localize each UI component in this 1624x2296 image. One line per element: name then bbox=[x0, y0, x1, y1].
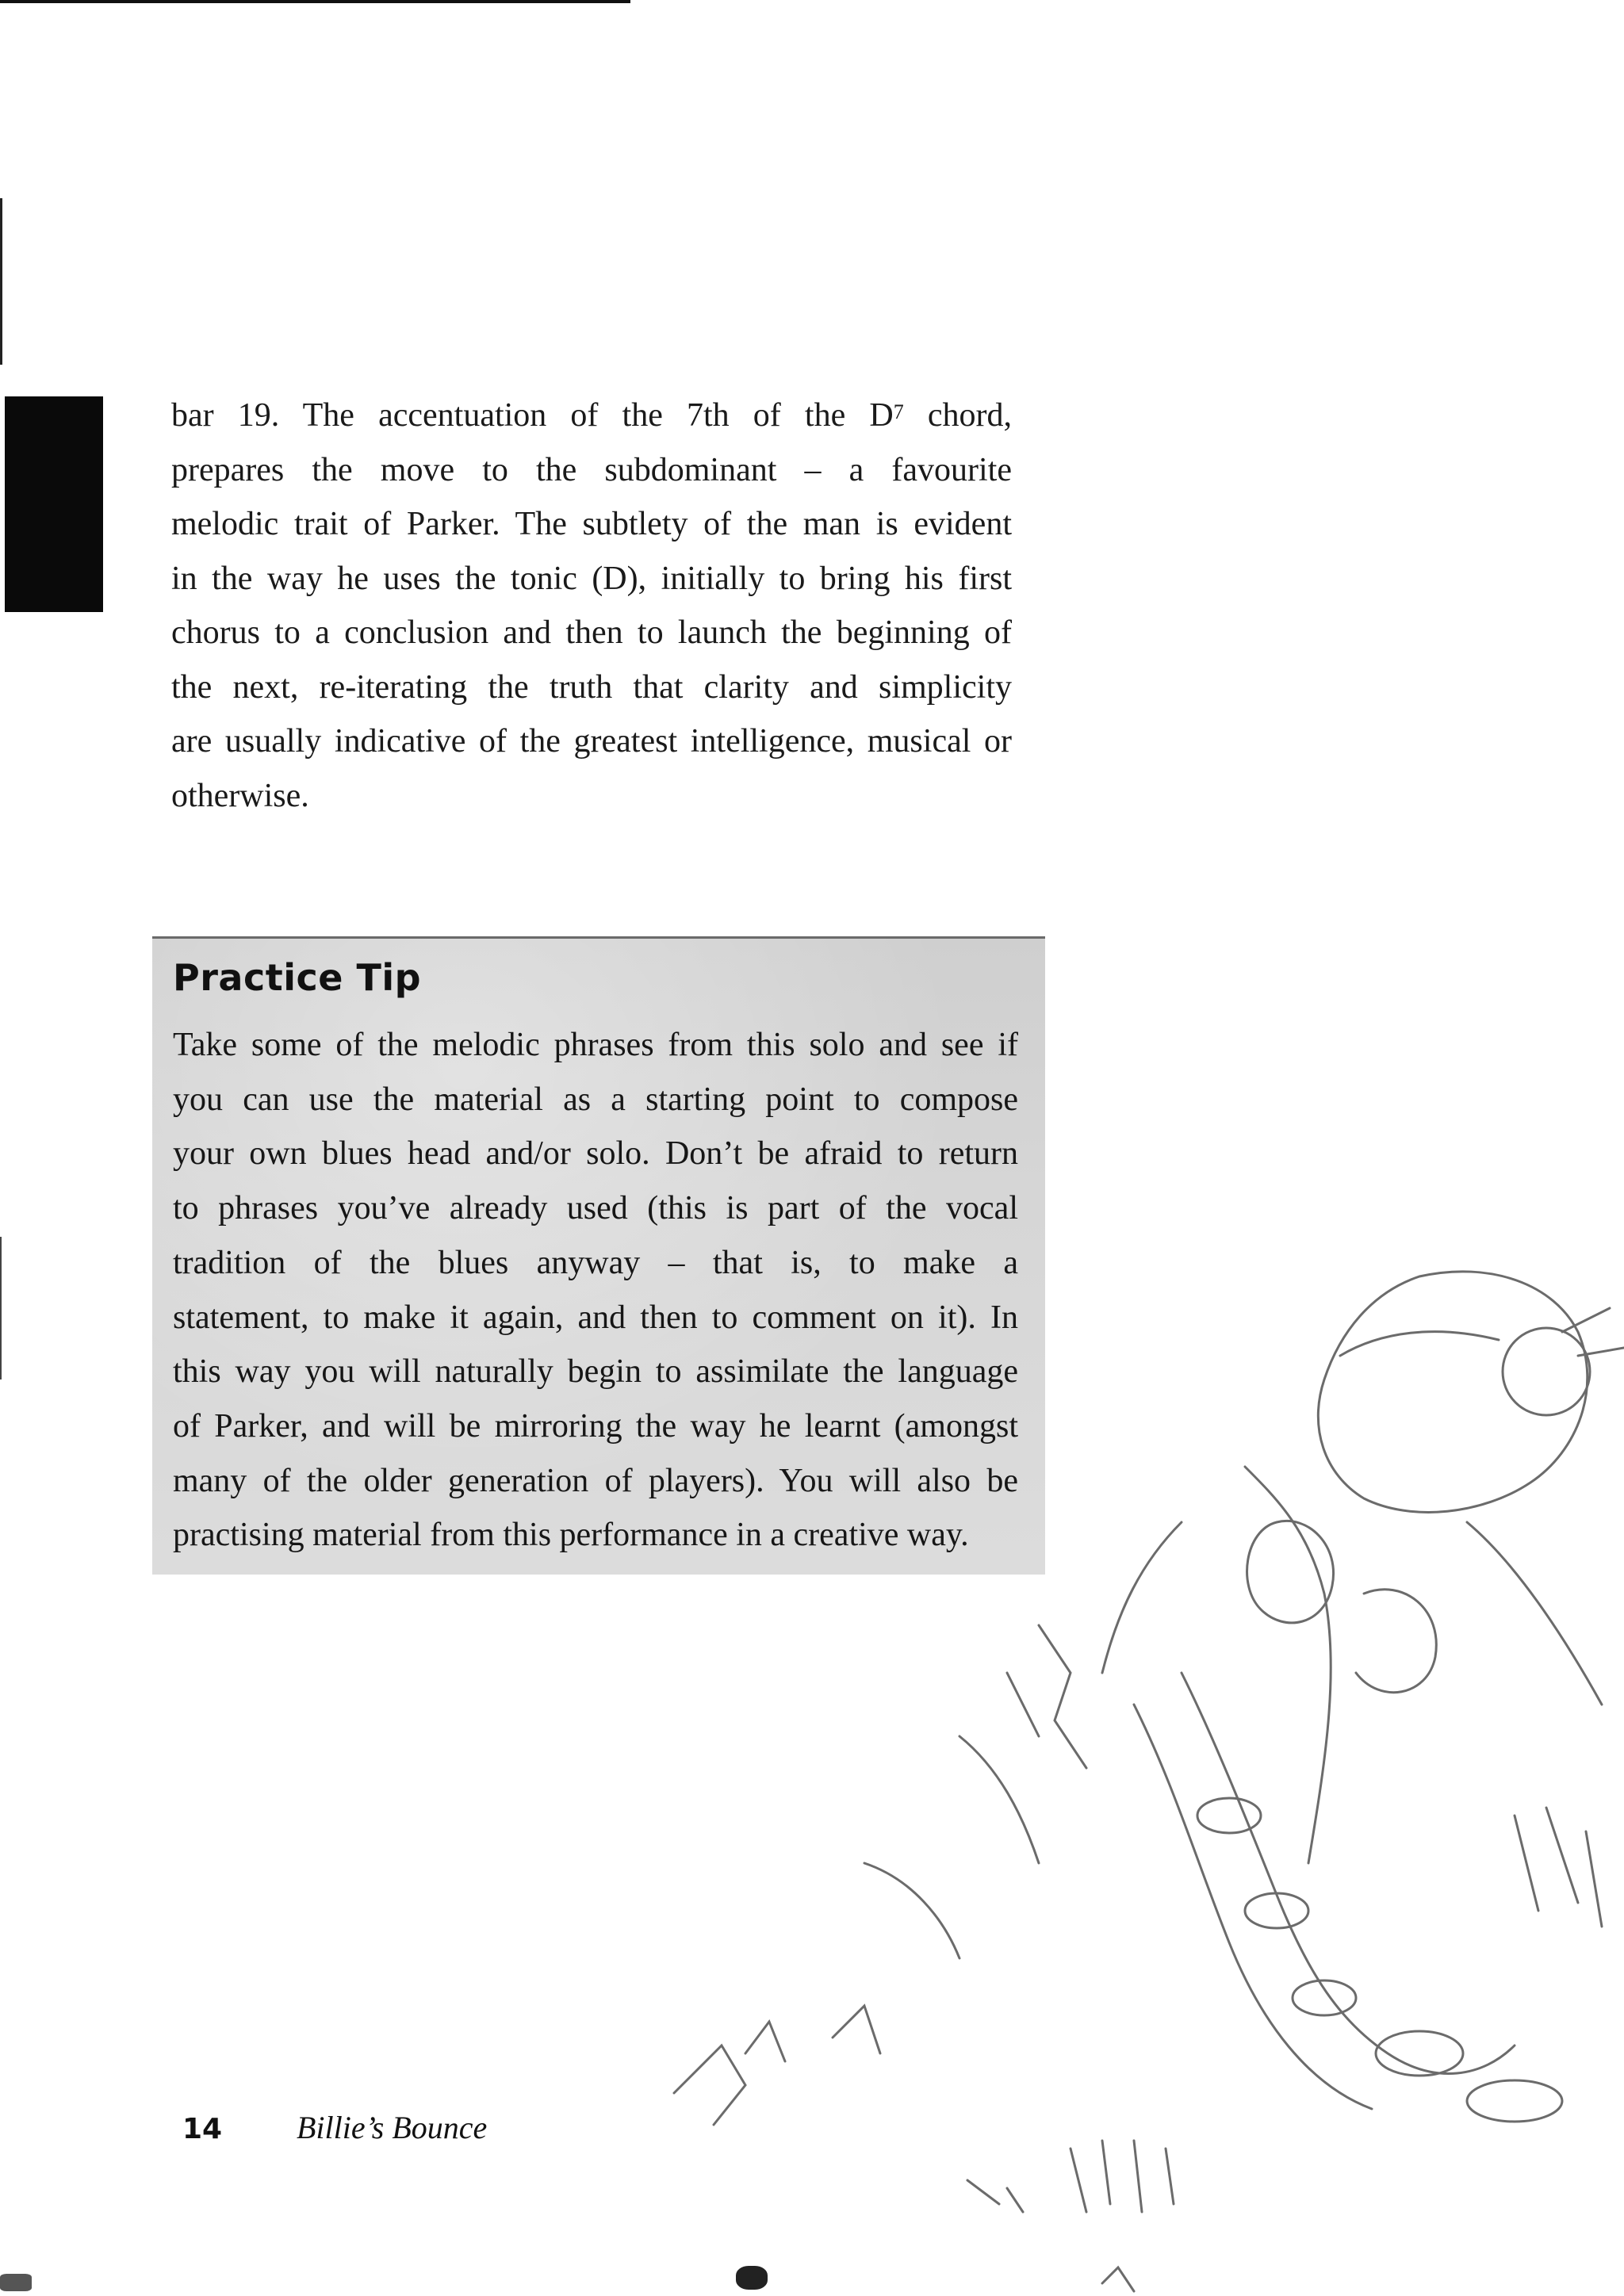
scan-speck bbox=[0, 2274, 32, 2291]
saxophonist-sketch-icon bbox=[626, 1261, 1624, 2296]
tip-line: many of the older generation of players). You will also be bbox=[173, 1462, 1018, 1499]
page-footer bbox=[182, 2109, 487, 2146]
body-line: the next, re-iterating the truth that clarity and simplicity bbox=[171, 668, 1012, 706]
tip-line: statement, to make it again, and then to comment on it). In bbox=[173, 1299, 1018, 1336]
page-number: 14 bbox=[182, 2113, 223, 2145]
scan-edge-line bbox=[0, 1237, 2, 1380]
body-line: chorus to a conclusion and then to launch the beginning of bbox=[171, 614, 1012, 651]
scan-edge-line bbox=[0, 198, 2, 365]
tip-line: you can use the material as a starting point to compose bbox=[173, 1081, 1018, 1118]
tip-line: this way you will naturally begin to assimilate the language bbox=[173, 1353, 1018, 1391]
body-line: otherwise. bbox=[171, 777, 309, 814]
body-line: in the way he uses the tonic (D), initially to bring his first bbox=[171, 560, 1012, 597]
tip-line: to phrases you’ve already used (this is part of the vocal bbox=[173, 1190, 1018, 1227]
chapter-thumb-tab bbox=[5, 396, 103, 612]
tip-line: your own blues head and/or solo. Don’t be afraid to return bbox=[173, 1135, 1018, 1173]
tip-line: of Parker, and will be mirroring the way he learnt (amongst bbox=[173, 1407, 1018, 1445]
tip-line: practising material from this performance in a creative way. bbox=[173, 1517, 969, 1554]
tip-line: Take some of the melodic phrases from this solo and see if bbox=[173, 1027, 1018, 1063]
practice-tip-title: Practice Tip bbox=[173, 956, 422, 999]
body-line: are usually indicative of the greatest intelligence, musical or bbox=[171, 723, 1012, 760]
body-paragraph bbox=[171, 388, 1012, 823]
body-line: bar 19. The accentuation of the 7th of the $D^7$ chord, bbox=[171, 397, 1012, 434]
body-line: prepares the move to the subdominant – a favourite bbox=[171, 451, 1012, 488]
tip-line: tradition of the blues anyway – that is, to make a bbox=[173, 1244, 1018, 1281]
footer-title: Billie’s Bounce bbox=[297, 2110, 488, 2145]
scan-speck bbox=[736, 2266, 768, 2290]
body-line: melodic trait of Parker. The subtlety of the man is evident bbox=[171, 506, 1012, 542]
top-rule bbox=[0, 0, 630, 3]
superscript-seven: 7 bbox=[893, 400, 904, 423]
